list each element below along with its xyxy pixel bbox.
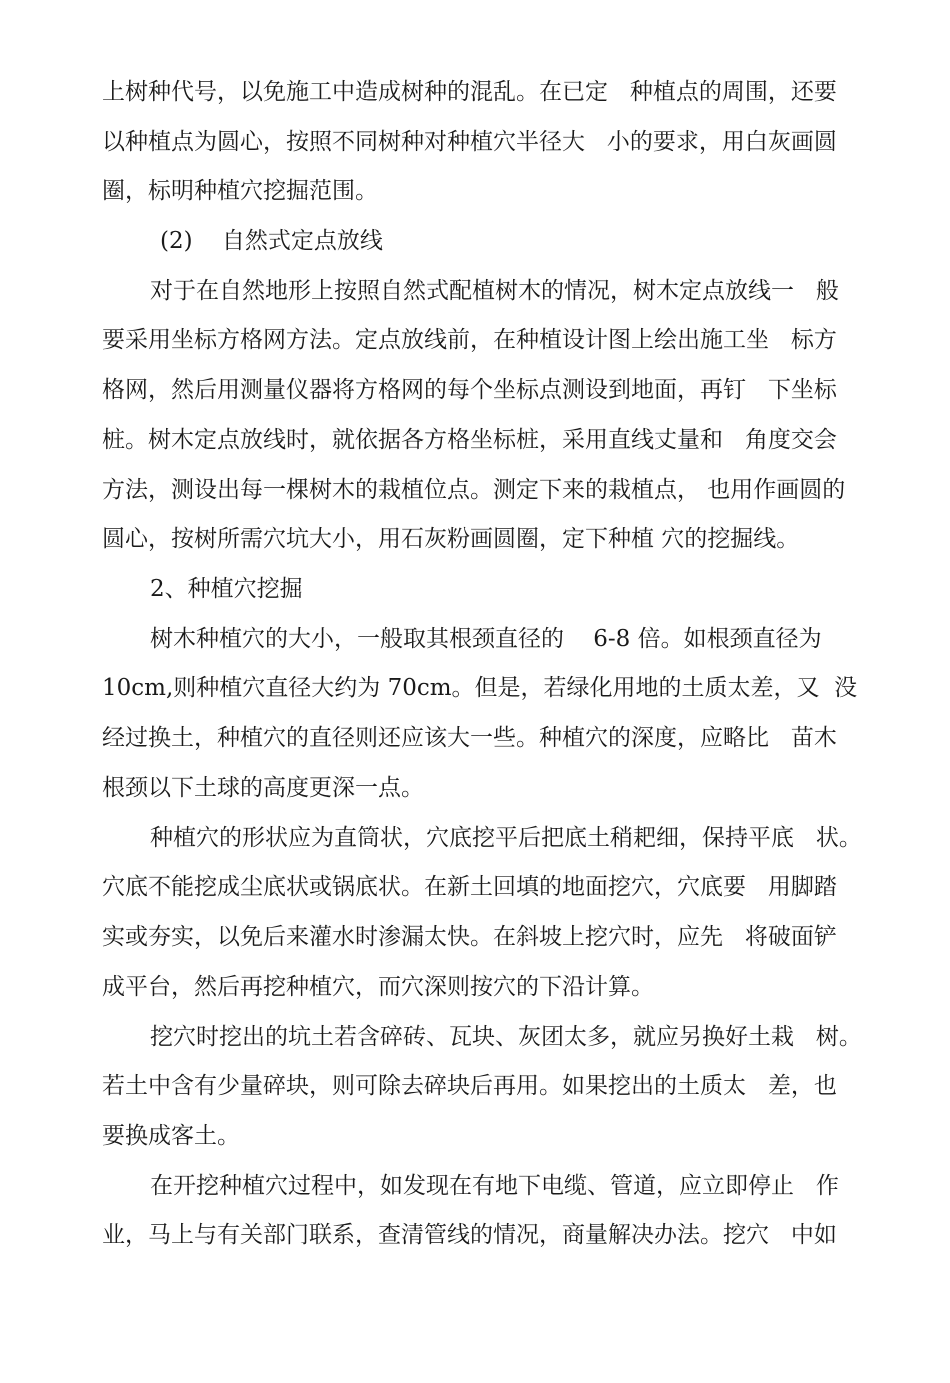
text-line: 圆心，按树所需穴坑大小，用石灰粉画圆圈，定下种植 穴的挖掘线。 [102,526,800,552]
text-line: 圈，标明种植穴挖掘范围。 [102,178,378,204]
text-line: 树木种植穴的大小，一般取其根颈直径的 6-8 倍。如根颈直径为 [150,626,822,652]
text-line: 根颈以下土球的高度更深一点。 [102,775,424,801]
text-line: 方法，测设出每一棵树木的栽植位点。测定下来的栽植点， 也用作画圆的 [102,477,846,503]
text-line: 格网，然后用测量仪器将方格网的每个坐标点测设到地面，再钉 下坐标 [102,377,837,403]
text-line: 对于在自然地形上按照自然式配植树木的情况，树木定点放线一 般 [150,278,839,304]
text-line: 在开挖种植穴过程中，如发现在有地下电缆、管道，应立即停止 作 [150,1173,839,1199]
text-line: 上树种代号，以免施工中造成树种的混乱。在已定 种植点的周围，还要 [102,79,837,105]
text-line: 穴底不能挖成尘底状或锅底状。在新土回填的地面挖穴，穴底要 用脚踏 [102,874,837,900]
text-line: 业，马上与有关部门联系，查清管线的情况，商量解决办法。挖穴 中如 [102,1222,837,1248]
text-line: 挖穴时挖出的坑土若含碎砖、瓦块、灰团太多，就应另换好土栽 树。 [150,1024,862,1050]
text-line: 桩。树木定点放线时，就依据各方格坐标桩，采用直线丈量和 角度交会 [102,427,837,453]
text-line: 经过换土，种植穴的直径则还应该大一些。种植穴的深度，应略比 苗木 [102,725,837,751]
text-line: 种植穴的形状应为直筒状，穴底挖平后把底土稍耙细，保持平底 状。 [150,825,862,851]
section-heading: 2、种植穴挖掘 [150,576,303,602]
text-line: 10cm,则种植穴直径大约为 70cm。但是，若绿化用地的土质太差，又 没 [102,675,858,701]
text-line: 若土中含有少量碎块，则可除去碎块后再用。如果挖出的土质太 差，也 [102,1073,837,1099]
text-line: 成平台，然后再挖种植穴，而穴深则按穴的下沿计算。 [102,974,654,1000]
text-line: 实或夯实，以免后来灌水时渗漏太快。在斜坡上挖穴时，应先 将破面铲 [102,924,837,950]
text-line: 以种植点为圆心，按照不同树种对种植穴半径大 小的要求，用白灰画圆 [102,129,837,155]
text-line: 要采用坐标方格网方法。定点放线前，在种植设计图上绘出施工坐 标方 [102,327,837,353]
text-line: 要换成客土。 [102,1123,240,1149]
section-heading: (2) 自然式定点放线 [160,228,383,254]
